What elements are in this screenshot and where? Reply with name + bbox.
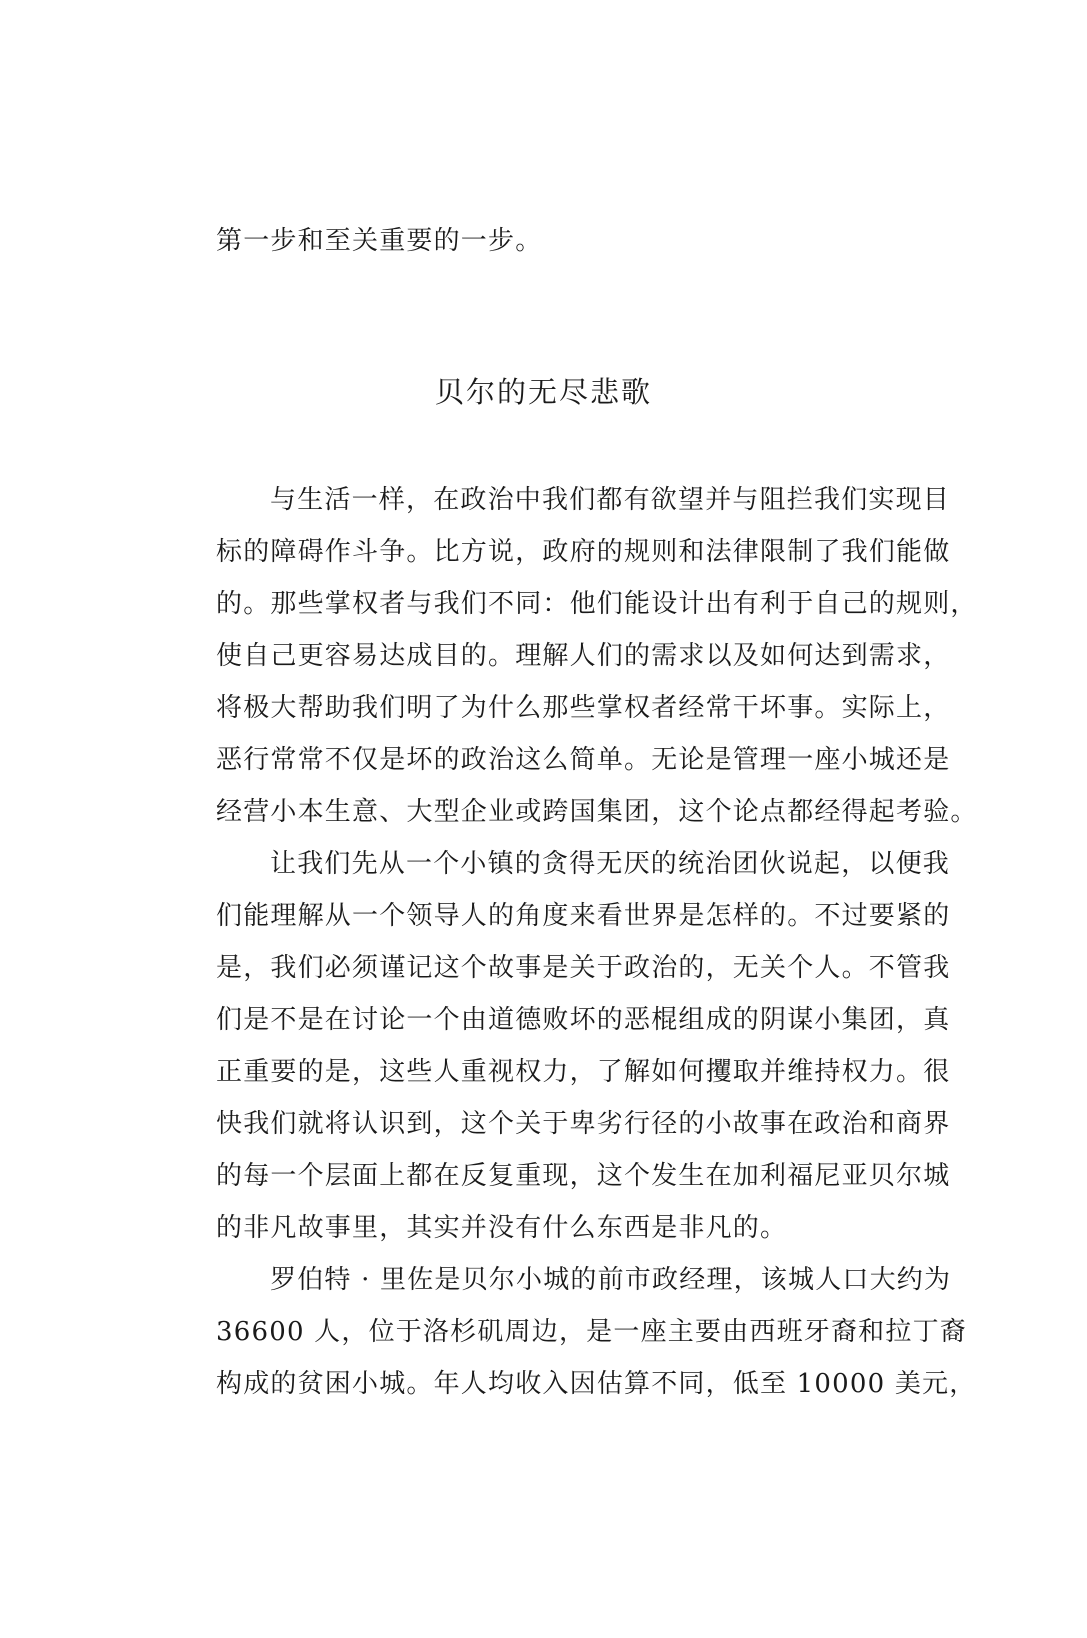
text-line: 们能理解从一个领导人的角度来看世界是怎样的。不过要紧的 [216,901,951,931]
text-line: 恶行常常不仅是坏的政治这么简单。无论是管理一座小城还是 [216,745,951,775]
text-line: 36600 人，位于洛杉矶周边，是一座主要由西班牙裔和拉丁裔 [216,1317,967,1347]
section-title: 贝尔的无尽悲歌 [434,375,652,409]
text-line: 标的障碍作斗争。比方说，政府的规则和法律限制了我们能做 [216,537,951,567]
text-line: 是，我们必须谨记这个故事是关于政治的，无关个人。不管我 [216,953,951,983]
text-line: 构成的贫困小城。年人均收入因估算不同，低至 10000 美元， [216,1369,977,1399]
text-line: 罗伯特 · 里佐是贝尔小城的前市政经理，该城人口大约为 [270,1265,952,1295]
text-line: 的非凡故事里，其实并没有什么东西是非凡的。 [216,1213,788,1243]
text-line: 的每一个层面上都在反复重现，这个发生在加利福尼亚贝尔城 [216,1161,951,1191]
text-line: 第一步和至关重要的一步。 [216,226,543,256]
text-line: 让我们先从一个小镇的贪得无厌的统治团伙说起，以便我 [270,849,951,879]
text-line: 正重要的是，这些人重视权力，了解如何攫取并维持权力。很 [216,1057,951,1087]
text-line: 经营小本生意、大型企业或跨国集团，这个论点都经得起考验。 [216,797,978,827]
text-line: 快我们就将认识到，这个关于卑劣行径的小故事在政治和商界 [216,1109,951,1139]
continuation-paragraph [216,215,906,267]
paragraph-1 [216,474,978,838]
text-line: 使自己更容易达成目的。理解人们的需求以及如何达到需求， [216,641,951,671]
text-line: 们是不是在讨论一个由道德败坏的恶棍组成的阴谋小集团，真 [216,1005,951,1035]
text-line: 与生活一样，在政治中我们都有欲望并与阻拦我们实现目 [270,485,951,515]
text-line: 将极大帮助我们明了为什么那些掌权者经常干坏事。实际上， [216,693,951,723]
paragraph-2 [216,838,951,1254]
text-line: 的。那些掌权者与我们不同：他们能设计出有利于自己的规则， [216,589,978,619]
paragraph-3 [216,1254,977,1410]
